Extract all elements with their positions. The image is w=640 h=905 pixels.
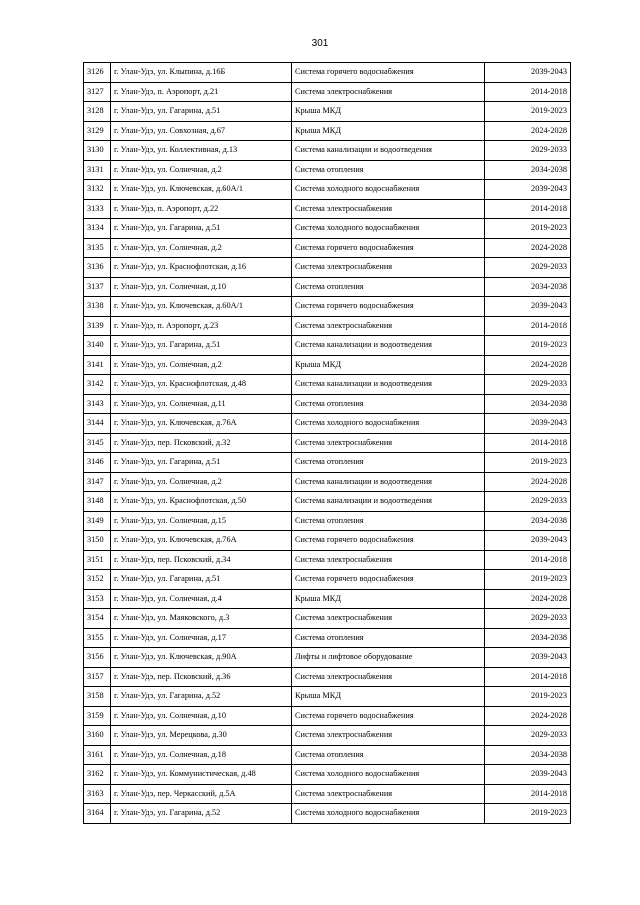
table-row — [84, 336, 571, 356]
table-row — [84, 472, 571, 492]
system-cell: Крыша МКД — [292, 589, 485, 609]
table-row — [84, 433, 571, 453]
address-cell: г. Улан-Удэ, ул. Коммунистическая, д.48 — [111, 765, 292, 785]
address-cell: г. Улан-Удэ, ул. Солнечная, д.2 — [111, 472, 292, 492]
address-cell: г. Улан-Удэ, ул. Солнечная, д.18 — [111, 745, 292, 765]
table-row — [84, 706, 571, 726]
period-cell: 2014-2018 — [485, 433, 571, 453]
table-row — [84, 63, 571, 83]
system-cell: Система канализации и водоотведения — [292, 492, 485, 512]
period-cell: 2039-2043 — [485, 765, 571, 785]
system-cell: Лифты и лифтовое оборудование — [292, 648, 485, 668]
row-number-cell: 3144 — [84, 414, 111, 434]
system-cell: Система электроснабжения — [292, 82, 485, 102]
address-cell: г. Улан-Удэ, ул. Маяковского, д.3 — [111, 609, 292, 629]
row-number-cell: 3135 — [84, 238, 111, 258]
table-row — [84, 121, 571, 141]
address-cell: г. Улан-Удэ, пер. Псковский, д.36 — [111, 667, 292, 687]
period-cell: 2019-2023 — [485, 687, 571, 707]
system-cell: Система канализации и водоотведения — [292, 472, 485, 492]
table-row — [84, 550, 571, 570]
system-cell: Система отопления — [292, 511, 485, 531]
row-number-cell: 3139 — [84, 316, 111, 336]
table-row — [84, 628, 571, 648]
row-number-cell: 3143 — [84, 394, 111, 414]
period-cell: 2019-2023 — [485, 804, 571, 824]
table-row — [84, 160, 571, 180]
registry-table — [83, 62, 571, 824]
table-row — [84, 667, 571, 687]
period-cell: 2034-2038 — [485, 745, 571, 765]
row-number-cell: 3163 — [84, 784, 111, 804]
address-cell: г. Улан-Удэ, ул. Солнечная, д.10 — [111, 706, 292, 726]
row-number-cell: 3158 — [84, 687, 111, 707]
address-cell: г. Улан-Удэ, ул. Гагарина, д.51 — [111, 453, 292, 473]
address-cell: г. Улан-Удэ, ул. Мерецкова, д.30 — [111, 726, 292, 746]
period-cell: 2024-2028 — [485, 121, 571, 141]
table-row — [84, 726, 571, 746]
address-cell: г. Улан-Удэ, ул. Гагарина, д.51 — [111, 336, 292, 356]
period-cell: 2039-2043 — [485, 297, 571, 317]
address-cell: г. Улан-Удэ, ул. Солнечная, д.2 — [111, 160, 292, 180]
row-number-cell: 3138 — [84, 297, 111, 317]
table-row — [84, 238, 571, 258]
row-number-cell: 3162 — [84, 765, 111, 785]
address-cell: г. Улан-Удэ, ул. Гагарина, д.51 — [111, 219, 292, 239]
address-cell: г. Улан-Удэ, ул. Гагарина, д.51 — [111, 570, 292, 590]
address-cell: г. Улан-Удэ, ул. Гагарина, д.52 — [111, 687, 292, 707]
address-cell: г. Улан-Удэ, ул. Солнечная, д.2 — [111, 355, 292, 375]
row-number-cell: 3145 — [84, 433, 111, 453]
period-cell: 2019-2023 — [485, 102, 571, 122]
row-number-cell: 3134 — [84, 219, 111, 239]
period-cell: 2034-2038 — [485, 160, 571, 180]
system-cell: Система канализации и водоотведения — [292, 375, 485, 395]
address-cell: г. Улан-Удэ, ул. Ключевская, д.60А/1 — [111, 180, 292, 200]
row-number-cell: 3126 — [84, 63, 111, 83]
system-cell: Система отопления — [292, 277, 485, 297]
table-row — [84, 531, 571, 551]
period-cell: 2029-2033 — [485, 141, 571, 161]
system-cell: Система холодного водоснабжения — [292, 180, 485, 200]
table-row — [84, 414, 571, 434]
period-cell: 2039-2043 — [485, 648, 571, 668]
system-cell: Система отопления — [292, 160, 485, 180]
row-number-cell: 3131 — [84, 160, 111, 180]
system-cell: Система электроснабжения — [292, 726, 485, 746]
address-cell: г. Улан-Удэ, ул. Коллективная, д.13 — [111, 141, 292, 161]
row-number-cell: 3154 — [84, 609, 111, 629]
period-cell: 2014-2018 — [485, 667, 571, 687]
system-cell: Крыша МКД — [292, 121, 485, 141]
period-cell: 2024-2028 — [485, 472, 571, 492]
row-number-cell: 3152 — [84, 570, 111, 590]
system-cell: Система отопления — [292, 745, 485, 765]
table-row — [84, 589, 571, 609]
period-cell: 2039-2043 — [485, 531, 571, 551]
address-cell: г. Улан-Удэ, п. Аэропорт, д.21 — [111, 82, 292, 102]
address-cell: г. Улан-Удэ, ул. Ключевская, д.90А — [111, 648, 292, 668]
table-row — [84, 355, 571, 375]
table-row — [84, 219, 571, 239]
table-row — [84, 492, 571, 512]
row-number-cell: 3164 — [84, 804, 111, 824]
system-cell: Система горячего водоснабжения — [292, 238, 485, 258]
period-cell: 2034-2038 — [485, 511, 571, 531]
period-cell: 2019-2023 — [485, 570, 571, 590]
period-cell: 2029-2033 — [485, 726, 571, 746]
row-number-cell: 3159 — [84, 706, 111, 726]
period-cell: 2024-2028 — [485, 355, 571, 375]
row-number-cell: 3161 — [84, 745, 111, 765]
row-number-cell: 3149 — [84, 511, 111, 531]
system-cell: Система электроснабжения — [292, 609, 485, 629]
period-cell: 2024-2028 — [485, 238, 571, 258]
system-cell: Крыша МКД — [292, 687, 485, 707]
system-cell: Система канализации и водоотведения — [292, 336, 485, 356]
system-cell: Система горячего водоснабжения — [292, 570, 485, 590]
page-number: 301 — [311, 38, 329, 49]
row-number-cell: 3146 — [84, 453, 111, 473]
address-cell: г. Улан-Удэ, ул. Гагарина, д.51 — [111, 102, 292, 122]
table-row — [84, 511, 571, 531]
table-row — [84, 609, 571, 629]
row-number-cell: 3153 — [84, 589, 111, 609]
table-row — [84, 141, 571, 161]
row-number-cell: 3136 — [84, 258, 111, 278]
system-cell: Система горячего водоснабжения — [292, 531, 485, 551]
table-row — [84, 745, 571, 765]
system-cell: Система холодного водоснабжения — [292, 765, 485, 785]
table-row — [84, 570, 571, 590]
table-row — [84, 316, 571, 336]
period-cell: 2019-2023 — [485, 219, 571, 239]
table-row — [84, 199, 571, 219]
system-cell: Система электроснабжения — [292, 667, 485, 687]
address-cell: г. Улан-Удэ, ул. Солнечная, д.11 — [111, 394, 292, 414]
address-cell: г. Улан-Удэ, ул. Солнечная, д.2 — [111, 238, 292, 258]
system-cell: Система электроснабжения — [292, 433, 485, 453]
period-cell: 2019-2023 — [485, 453, 571, 473]
period-cell: 2034-2038 — [485, 628, 571, 648]
address-cell: г. Улан-Удэ, п. Аэропорт, д.22 — [111, 199, 292, 219]
address-cell: г. Улан-Удэ, ул. Ключевская, д.76А — [111, 531, 292, 551]
table-row — [84, 648, 571, 668]
system-cell: Система электроснабжения — [292, 258, 485, 278]
address-cell: г. Улан-Удэ, ул. Ключевская, д.60А/1 — [111, 297, 292, 317]
row-number-cell: 3150 — [84, 531, 111, 551]
period-cell: 2029-2033 — [485, 375, 571, 395]
system-cell: Система горячего водоснабжения — [292, 297, 485, 317]
system-cell: Система электроснабжения — [292, 784, 485, 804]
table-row — [84, 102, 571, 122]
address-cell: г. Улан-Удэ, ул. Ключевская, д.76А — [111, 414, 292, 434]
period-cell: 2029-2033 — [485, 609, 571, 629]
system-cell: Система холодного водоснабжения — [292, 219, 485, 239]
address-cell: г. Улан-Удэ, ул. Солнечная, д.15 — [111, 511, 292, 531]
system-cell: Система отопления — [292, 628, 485, 648]
period-cell: 2014-2018 — [485, 82, 571, 102]
row-number-cell: 3160 — [84, 726, 111, 746]
registry-table-body — [84, 63, 571, 824]
table-row — [84, 453, 571, 473]
row-number-cell: 3141 — [84, 355, 111, 375]
period-cell: 2039-2043 — [485, 414, 571, 434]
period-cell: 2014-2018 — [485, 316, 571, 336]
period-cell: 2029-2033 — [485, 258, 571, 278]
period-cell: 2034-2038 — [485, 394, 571, 414]
row-number-cell: 3155 — [84, 628, 111, 648]
table-row — [84, 375, 571, 395]
system-cell: Система отопления — [292, 394, 485, 414]
address-cell: г. Улан-Удэ, ул. Краснофлотская, д.48 — [111, 375, 292, 395]
address-cell: г. Улан-Удэ, пер. Псковский, д.32 — [111, 433, 292, 453]
row-number-cell: 3129 — [84, 121, 111, 141]
system-cell: Система отопления — [292, 453, 485, 473]
address-cell: г. Улан-Удэ, ул. Клыпина, д.16Б — [111, 63, 292, 83]
system-cell: Система электроснабжения — [292, 316, 485, 336]
system-cell: Система канализации и водоотведения — [292, 141, 485, 161]
table-row — [84, 394, 571, 414]
period-cell: 2024-2028 — [485, 589, 571, 609]
system-cell: Система горячего водоснабжения — [292, 63, 485, 83]
address-cell: г. Улан-Удэ, ул. Краснофлотская, д.16 — [111, 258, 292, 278]
row-number-cell: 3151 — [84, 550, 111, 570]
table-row — [84, 784, 571, 804]
period-cell: 2039-2043 — [485, 180, 571, 200]
table-row — [84, 765, 571, 785]
system-cell: Крыша МКД — [292, 102, 485, 122]
row-number-cell: 3157 — [84, 667, 111, 687]
row-number-cell: 3142 — [84, 375, 111, 395]
row-number-cell: 3130 — [84, 141, 111, 161]
address-cell: г. Улан-Удэ, ул. Гагарина, д.52 — [111, 804, 292, 824]
row-number-cell: 3147 — [84, 472, 111, 492]
address-cell: г. Улан-Удэ, п. Аэропорт, д.23 — [111, 316, 292, 336]
system-cell: Система холодного водоснабжения — [292, 804, 485, 824]
table-row — [84, 82, 571, 102]
period-cell: 2014-2018 — [485, 199, 571, 219]
period-cell: 2034-2038 — [485, 277, 571, 297]
period-cell: 2039-2043 — [485, 63, 571, 83]
row-number-cell: 3133 — [84, 199, 111, 219]
table-row — [84, 180, 571, 200]
row-number-cell: 3132 — [84, 180, 111, 200]
address-cell: г. Улан-Удэ, пер. Псковский, д.34 — [111, 550, 292, 570]
address-cell: г. Улан-Удэ, ул. Краснофлотская, д.50 — [111, 492, 292, 512]
address-cell: г. Улан-Удэ, пер. Черкасский, д.5А — [111, 784, 292, 804]
system-cell: Система электроснабжения — [292, 199, 485, 219]
period-cell: 2029-2033 — [485, 492, 571, 512]
period-cell: 2014-2018 — [485, 550, 571, 570]
period-cell: 2014-2018 — [485, 784, 571, 804]
address-cell: г. Улан-Удэ, ул. Солнечная, д.4 — [111, 589, 292, 609]
address-cell: г. Улан-Удэ, ул. Солнечная, д.10 — [111, 277, 292, 297]
address-cell: г. Улан-Удэ, ул. Солнечная, д.17 — [111, 628, 292, 648]
address-cell: г. Улан-Удэ, ул. Совхозная, д.67 — [111, 121, 292, 141]
system-cell: Система горячего водоснабжения — [292, 706, 485, 726]
table-row — [84, 258, 571, 278]
row-number-cell: 3156 — [84, 648, 111, 668]
table-row — [84, 804, 571, 824]
row-number-cell: 3128 — [84, 102, 111, 122]
system-cell: Система холодного водоснабжения — [292, 414, 485, 434]
table-row — [84, 277, 571, 297]
period-cell: 2024-2028 — [485, 706, 571, 726]
row-number-cell: 3140 — [84, 336, 111, 356]
row-number-cell: 3137 — [84, 277, 111, 297]
period-cell: 2019-2023 — [485, 336, 571, 356]
system-cell: Система электроснабжения — [292, 550, 485, 570]
system-cell: Крыша МКД — [292, 355, 485, 375]
row-number-cell: 3127 — [84, 82, 111, 102]
table-row — [84, 297, 571, 317]
row-number-cell: 3148 — [84, 492, 111, 512]
table-row — [84, 687, 571, 707]
